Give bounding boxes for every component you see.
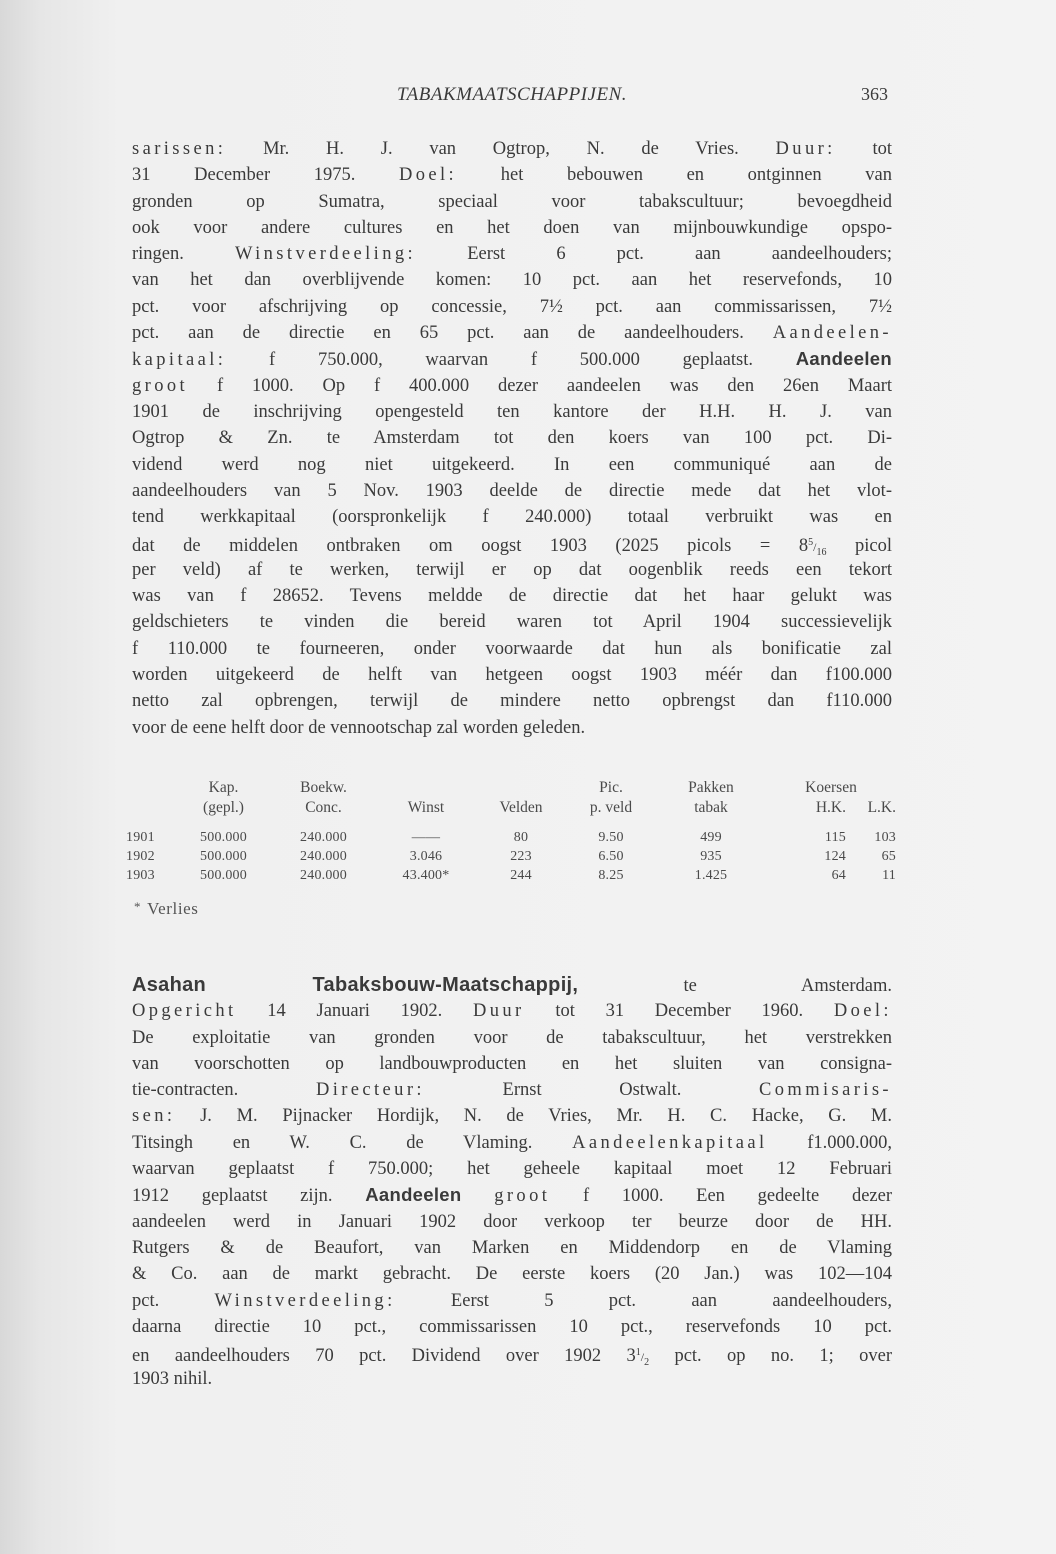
denominator: 16 (816, 547, 827, 559)
cell-pic: 9.50 (598, 830, 624, 845)
col-koersen-header: Koersen (805, 779, 857, 796)
financial-table (126, 778, 896, 885)
text-line (132, 320, 892, 346)
text-line (132, 1130, 892, 1156)
cell-year: 1903 (126, 868, 155, 883)
cell-boekw: 240.000 (300, 849, 347, 864)
table-row (126, 828, 896, 847)
col-pic-subheader: p. veld (589, 799, 633, 816)
cell-lk: 103 (874, 830, 896, 845)
spaced-term: Duur (473, 1001, 525, 1022)
spaced-term: sen: (132, 1106, 176, 1127)
text (462, 1186, 495, 1206)
text-line: voor de eene helft door de vennootschap zal worden geleden. (132, 717, 586, 738)
table-row (126, 866, 896, 885)
col-kap-header: Kap. (208, 779, 239, 796)
text-line: Ogtrop & Zn. te Amsterdam tot den koers van 100 pct. Di- (132, 428, 892, 449)
text: 1912 geplaatst zijn. (132, 1186, 366, 1207)
numerator: 1 (635, 1347, 641, 1359)
spaced-term: kapitaal: (132, 350, 227, 371)
cell-kap: 500.000 (200, 830, 247, 845)
text: pct. op no. 1; over (649, 1346, 892, 1367)
text: tot (835, 139, 893, 159)
text: f 1000. Op f 400.000 dezer aandeelen was den 26en Maart (188, 375, 892, 396)
col-hk-subheader: H.K. (815, 799, 846, 816)
text-line: van het dan overblijvende komen: 10 pct. aan het reservefonds, 10 (132, 270, 892, 291)
denominator: 2 (644, 1357, 650, 1369)
text: en aandeelhouders 70 pct. Dividend over 1902 3 (132, 1346, 636, 1367)
spaced-term: groot (132, 375, 189, 396)
spaced-term: Commisaris- (759, 1080, 892, 1101)
text: Eerst 6 pct. aan aandeelhouders; (416, 244, 892, 265)
cell-pakken: 1.425 (694, 868, 728, 883)
table-footnote (134, 899, 199, 919)
company-location: te Amsterdam. (578, 976, 892, 996)
text: 14 Januari 1902. (236, 1001, 473, 1022)
text: Ernst Ostwalt. (424, 1080, 760, 1101)
bold-term: Aandeelen (795, 348, 892, 370)
cell-year: 1902 (126, 849, 155, 864)
cell-hk: 124 (824, 849, 846, 864)
numerator: 5 (808, 537, 814, 549)
spaced-term: groot (494, 1186, 551, 1207)
footnote-mark: * (134, 899, 142, 914)
text-line: per veld) af te werken, terwijl er op dat oogenblik reeds een tekort (132, 559, 892, 580)
text: f1.000.000, (767, 1132, 892, 1153)
text-line (132, 998, 892, 1024)
text: tot 31 December 1960. (524, 1001, 834, 1022)
spaced-term: Doel: (833, 1001, 892, 1022)
text: f 750.000, waarvan f 500.000 geplaatst. (226, 350, 796, 371)
text-line: was van f 28652. Tevens meldde de directie dat het haar gelukt was (132, 586, 892, 607)
text-line: geldschieters te vinden die bereid waren tot April 1904 successievelijk (132, 612, 892, 633)
spaced-term: Doel: (399, 165, 458, 186)
table-row (126, 847, 896, 866)
cell-winst: 3.046 (409, 849, 443, 864)
text: tie-contracten. (132, 1080, 316, 1101)
text-line: van voorschotten op landbouwproducten en het sluiten van consigna- (132, 1053, 892, 1074)
running-title: TABAKMAATSCHAPPIJEN. (396, 84, 628, 105)
text: picol (826, 536, 892, 557)
running-header (132, 84, 892, 108)
text: J. M. Pijnacker Hordijk, N. de Vries, Mr. H. C. Hacke, G. M. (175, 1106, 892, 1127)
text-line: & Co. aan de markt gebracht. De eerste koers (20 Jan.) was 102—104 (132, 1264, 892, 1285)
text: Titsingh en W. C. de Vlaming. (132, 1132, 573, 1153)
cell-kap: 500.000 (200, 868, 247, 883)
text-line: aandeelen werd in Januari 1902 door verkoop ter beurze door de HH. (132, 1211, 892, 1232)
cell-boekw: 240.000 (300, 868, 347, 883)
text-line: aandeelhouders van 5 Nov. 1903 deelde de directie mede dat het vlot- (132, 480, 892, 501)
text-line (132, 530, 892, 559)
cell-lk: 11 (882, 868, 896, 883)
spaced-term: Aandeelen- (772, 323, 892, 344)
text-line: tend werkkapitaal (oorspronkelijk f 240.000) totaal verbruikt was en (132, 507, 892, 528)
text: Mr. H. J. van Ogtrop, N. de Vries. (226, 139, 776, 159)
text-line (132, 373, 892, 399)
text-line (132, 1103, 892, 1129)
spaced-term: Directeur: (315, 1080, 425, 1101)
col-winst-header-top (376, 778, 476, 798)
section-2-text (132, 972, 892, 1393)
cell-hk: 115 (824, 830, 846, 845)
text-line: netto zal opbrengen, terwijl de mindere netto opbrengst dan f110.000 (132, 691, 892, 712)
text-line: vidend werd nog niet uitgekeerd. In een communiqué aan de (132, 454, 892, 475)
cell-year: 1901 (126, 830, 155, 845)
col-pakken-header: Pakken (688, 779, 734, 796)
text-line: gronden op Sumatra, speciaal voor tabakscultuur; bevoegdheid (132, 191, 892, 212)
spaced-term: Duur: (775, 139, 836, 159)
text-line (132, 162, 892, 188)
section-1-text (132, 136, 892, 741)
text-line: f 110.000 te fourneeren, onder voorwaarde dat hun als bonificatie zal (132, 638, 892, 659)
text: pct. (132, 1290, 215, 1311)
text: 31 December 1975. (132, 165, 399, 186)
spaced-term: sarissen: (132, 139, 227, 159)
text-line: worden uitgekeerd de helft van hetgeen oogst 1903 méér dan f100.000 (132, 664, 892, 685)
cell-pic: 6.50 (598, 849, 624, 864)
cell-lk: 65 (881, 849, 896, 864)
text-line: pct. voor afschrijving op concessie, 7½ pct. aan commissarissen, 7½ (132, 296, 892, 317)
page-number: 363 (861, 84, 888, 104)
cell-velden: 244 (510, 868, 532, 883)
bold-term: Aandeelen (365, 1184, 462, 1206)
text-line: 1901 de inschrijving opengesteld ten kantore der H.H. H. J. van (132, 401, 892, 422)
text-line (132, 1340, 892, 1369)
text: dat de middelen ontbraken om oogst 1903 (2025 picols = 8 (132, 536, 809, 557)
col-velden-subheader: Velden (499, 799, 543, 816)
table-header-row-1 (126, 778, 896, 798)
col-lk-subheader: L.K. (867, 799, 896, 816)
fraction: $^5/_{16}$ (808, 537, 827, 559)
cell-pakken: 935 (700, 849, 722, 864)
text-line (132, 136, 892, 162)
fraction: $^1/_2$ (635, 1347, 650, 1369)
text-line (132, 972, 892, 998)
cell-hk: 64 (831, 868, 846, 883)
text-line: 1903 nihil. (132, 1369, 213, 1390)
company-name: Asahan Tabaksbouw-Maatschappij, (132, 974, 579, 996)
text-line (132, 241, 892, 267)
cell-winst: 43.400* (402, 868, 450, 883)
col-kap-subheader: (gepl.) (203, 799, 244, 816)
col-boekw-subheader: Conc. (305, 799, 342, 816)
spaced-term: Winstverdeeling: (235, 244, 417, 265)
col-year-header (126, 778, 176, 798)
cell-boekw: 240.000 (300, 830, 347, 845)
text: pct. aan de directie en 65 pct. aan de aandeelhouders. (132, 323, 773, 344)
col-year-subheader (126, 798, 176, 828)
spaced-term: Opgericht (132, 1001, 237, 1022)
col-pakken-subheader: tabak (694, 799, 728, 816)
text-line: De exploitatie van gronden voor de tabakscultuur, het verstrekken (132, 1027, 892, 1048)
col-boekw-header: Boekw. (300, 779, 347, 796)
cell-velden: 80 (513, 830, 529, 845)
cell-velden: 223 (510, 849, 532, 864)
text-line (132, 1288, 892, 1314)
col-pic-header: Pic. (599, 779, 623, 796)
text-line: waarvan geplaatst f 750.000; het geheele kapitaal moet 12 Februari (132, 1159, 892, 1180)
spaced-term: Aandeelenkapitaal (572, 1132, 768, 1153)
text-line (132, 346, 892, 372)
text-line: daarna directie 10 pct., commissarissen 10 pct., reservefonds 10 pct. (132, 1316, 892, 1337)
text-line (132, 1182, 892, 1208)
text: het bebouwen en ontginnen van (457, 165, 893, 186)
text-line (132, 1077, 892, 1103)
col-winst-subheader: Winst (407, 799, 445, 816)
cell-kap: 500.000 (200, 849, 247, 864)
spaced-term: Winstverdeeling: (214, 1290, 396, 1311)
text-line: Rutgers & de Beaufort, van Marken en Middendorp en de Vlaming (132, 1237, 892, 1258)
text: Eerst 5 pct. aan aandeelhouders, (395, 1290, 893, 1311)
col-velden-header-top (476, 778, 566, 798)
text-line: ook voor andere cultures en het doen van mijnbouwkundige opspo- (132, 217, 892, 238)
cell-pic: 8.25 (598, 868, 624, 883)
text: f 1000. Een gedeelte dezer (550, 1186, 892, 1207)
table-header-row-2 (126, 798, 896, 828)
cell-pakken: 499 (700, 830, 722, 845)
text: ringen. (132, 244, 235, 265)
cell-winst: —— (411, 830, 441, 845)
footnote-text: Verlies (147, 899, 199, 918)
